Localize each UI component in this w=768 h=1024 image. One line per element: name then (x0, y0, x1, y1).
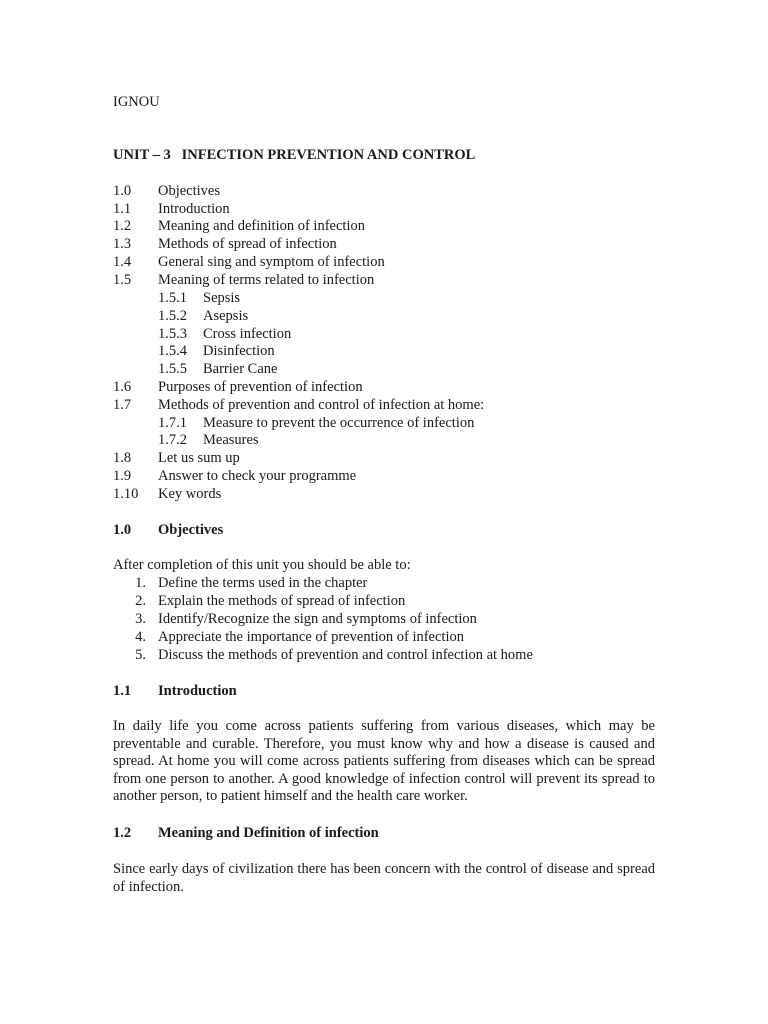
toc-number: 1.2 (113, 218, 132, 234)
toc-title: Asepsis (203, 308, 249, 324)
toc-number: 1.1 (113, 201, 132, 217)
section-title: Introduction (158, 683, 237, 699)
section-title: Meaning and Definition of infection (158, 825, 379, 841)
toc-title: Measure to prevent the occurrence of infection (203, 415, 475, 431)
toc-number: 1.5 (113, 272, 132, 288)
list-item-number: 3. (135, 611, 146, 627)
toc-title: Let us sum up (158, 450, 240, 466)
section-number: 1.2 (113, 825, 132, 841)
objectives-intro: After completion of this unit you should be able to: (113, 557, 411, 573)
toc-number: 1.6 (113, 379, 132, 395)
toc-number: 1.5.2 (158, 308, 187, 324)
org-name: IGNOU (113, 94, 160, 110)
toc-number: 1.9 (113, 468, 132, 484)
toc-number: 1.7.1 (158, 415, 187, 431)
toc-number: 1.5.5 (158, 361, 187, 377)
toc-number: 1.5.1 (158, 290, 187, 306)
toc-number: 1.0 (113, 183, 132, 199)
toc-number: 1.7.2 (158, 432, 187, 448)
toc-number: 1.7 (113, 397, 132, 413)
list-item-text: Discuss the methods of prevention and control infection at home (158, 647, 533, 663)
list-item-text: Explain the methods of spread of infection (158, 593, 406, 609)
toc-title: Key words (158, 486, 222, 502)
section-title: Objectives (158, 522, 224, 538)
list-item-number: 5. (135, 647, 146, 663)
toc-title: Disinfection (203, 343, 275, 359)
toc-title: Meaning and definition of infection (158, 218, 365, 234)
section-number: 1.1 (113, 683, 132, 699)
toc-number: 1.3 (113, 236, 132, 252)
toc-number: 1.5.3 (158, 326, 187, 342)
toc-number: 1.8 (113, 450, 132, 466)
toc-title: Measures (203, 432, 259, 448)
toc-title: General sing and symptom of infection (158, 254, 385, 270)
list-item-number: 4. (135, 629, 146, 645)
unit-title: UNIT – 3 INFECTION PREVENTION AND CONTROL (113, 147, 476, 163)
toc-title: Objectives (158, 183, 221, 199)
toc-number: 1.5.4 (158, 343, 187, 359)
toc-title: Barrier Cane (203, 361, 278, 377)
list-item-text: Define the terms used in the chapter (158, 575, 368, 591)
toc-title: Meaning of terms related to infection (158, 272, 375, 288)
toc-title: Answer to check your programme (158, 468, 357, 484)
list-item-text: Appreciate the importance of prevention of infection (158, 629, 464, 645)
section-number: 1.0 (113, 522, 132, 538)
toc-title: Methods of spread of infection (158, 236, 337, 252)
definition-paragraph: Since early days of civilization there has been concern with the control of disease and spread of infection. (113, 861, 655, 895)
list-item-number: 2. (135, 593, 146, 609)
introduction-paragraph: In daily life you come across patients suffering from various diseases, which may be preventable and curable. Therefore, you must know why and how a disease is caused and spread. At home you will come across patients suffering from diseases which can be spread from one person to another. A good knowledge of infection control will prevent its spread to another person, to patient himself and the health care worker. (113, 718, 655, 805)
list-item-text: Identify/Recognize the sign and symptoms of infection (158, 611, 477, 627)
toc-title: Cross infection (203, 326, 292, 342)
toc-title: Sepsis (203, 290, 241, 306)
toc-title: Methods of prevention and control of infection at home: (158, 397, 485, 413)
toc-title: Purposes of prevention of infection (158, 379, 363, 395)
list-item-number: 1. (135, 575, 146, 591)
toc-title: Introduction (158, 201, 230, 217)
toc-number: 1.4 (113, 254, 132, 270)
toc-number: 1.10 (113, 486, 139, 502)
